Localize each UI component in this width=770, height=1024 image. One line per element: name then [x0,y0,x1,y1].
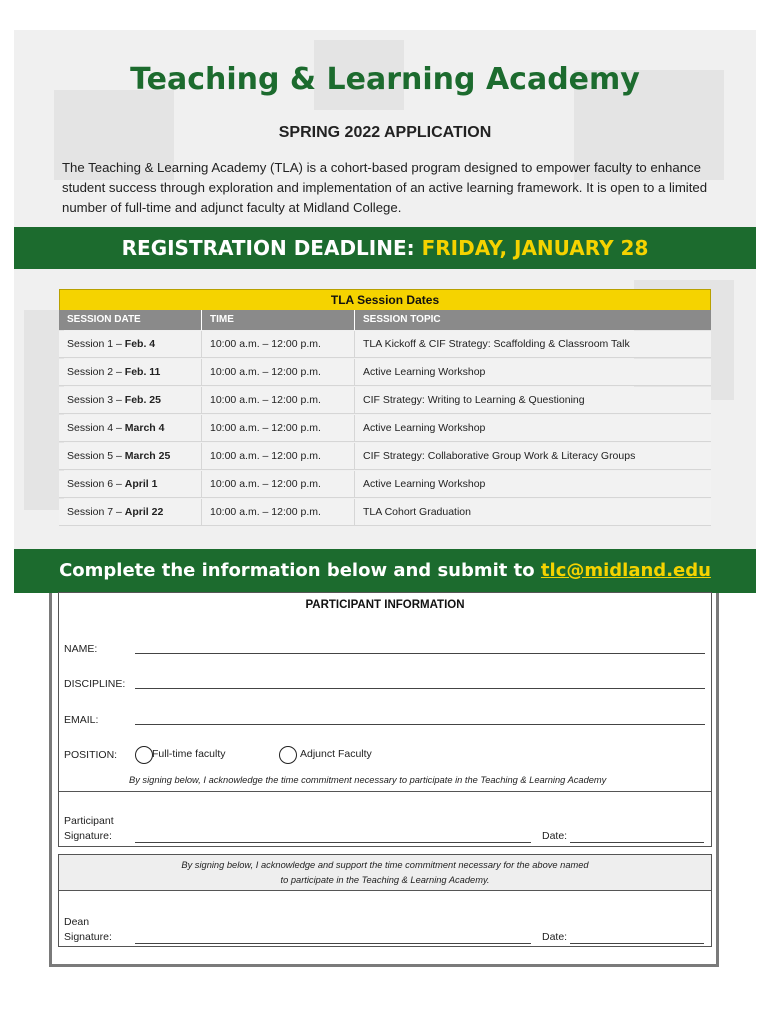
table-row [59,331,711,358]
topic-cell: TLA Cohort Graduation [363,506,471,518]
table-row [59,443,711,470]
session-date-cell: Session 5 – March 25 [59,443,202,469]
participant-date-label: Date: [542,830,568,842]
dean-acknowledgement-line-2: to participate in the Teaching & Learning Academy. [280,875,490,885]
email-field[interactable] [135,724,705,725]
time-cell: 10:00 a.m. – 12:00 p.m. [202,387,355,413]
table-row [59,499,711,526]
email-label: EMAIL: [64,714,99,726]
session-date-cell: Session 6 – April 1 [59,471,202,497]
topic-cell: Active Learning Workshop [363,478,486,490]
dean-approval-section [58,854,712,947]
time-cell: 10:00 a.m. – 12:00 p.m. [202,331,355,357]
dean-acknowledgement-line-1: By signing below, I acknowledge and support the time commitment necessary for the above named [181,860,589,870]
topic-cell: Active Learning Workshop [363,366,486,378]
session-dates-table [59,289,711,526]
session-date-cell: Session 2 – Feb. 11 [59,359,202,385]
table-row [59,387,711,414]
dean-signature-label-2: Signature: [64,931,112,943]
discipline-field[interactable] [135,688,705,689]
table-row [59,471,711,498]
discipline-label: DISCIPLINE: [64,678,126,690]
participant-signature-label-2: Signature: [64,830,112,842]
fulltime-label: Full-time faculty [152,748,226,760]
participant-date-field[interactable] [570,842,704,843]
participant-signature-field[interactable] [135,842,531,843]
section-divider [59,791,711,792]
name-label: NAME: [64,643,98,655]
topic-cell: Active Learning Workshop [363,422,486,434]
submit-text: Complete the information below and submit to [59,560,535,581]
name-field[interactable] [135,653,705,654]
table-header [59,310,711,330]
column-header-time: TIME [202,310,355,330]
time-cell: 10:00 a.m. – 12:00 p.m. [202,499,355,525]
time-cell: 10:00 a.m. – 12:00 p.m. [202,415,355,441]
dean-date-field[interactable] [570,943,704,944]
topic-cell: TLA Kickoff & CIF Strategy: Scaffolding & Classroom Talk [363,338,630,350]
time-cell: 10:00 a.m. – 12:00 p.m. [202,359,355,385]
dean-signature-label-1: Dean [64,916,90,928]
participant-signature-label-1: Participant [64,815,114,827]
session-date-cell: Session 4 – March 4 [59,415,202,441]
participant-acknowledgement: By signing below, I acknowledge the time commitment necessary to participate in the Teaching & Learning Academy [129,775,607,785]
deadline-date: FRIDAY, JANUARY 28 [421,236,649,260]
table-caption: TLA Session Dates [59,289,711,310]
column-header-session-date: SESSION DATE [59,310,202,330]
table-row [59,359,711,386]
session-date-cell: Session 7 – April 22 [59,499,202,525]
intro-paragraph: The Teaching & Learning Academy (TLA) is a cohort-based program designed to empower faculty to enhance student success through exploration and implementation of an active learning framework. It is open to a limited number of full-time and adjunct faculty at Midland College. [62,160,708,215]
dean-acknowledgement-box [59,855,711,891]
participant-info-heading: PARTICIPANT INFORMATION [305,599,465,611]
submit-email-link[interactable]: tlc@midland.edu [540,560,711,581]
time-cell: 10:00 a.m. – 12:00 p.m. [202,471,355,497]
dean-date-label: Date: [542,931,568,943]
position-label: POSITION: [64,749,118,761]
deadline-label: REGISTRATION DEADLINE: [121,236,415,260]
page-title: Teaching & Learning Academy [130,62,640,97]
adjunct-label: Adjunct Faculty [300,748,372,760]
submit-instructions-banner [14,549,756,593]
session-date-cell: Session 3 – Feb. 25 [59,387,202,413]
registration-deadline-banner [14,227,756,269]
column-header-topic: SESSION TOPIC [363,314,441,325]
table-row [59,415,711,442]
topic-cell: CIF Strategy: Writing to Learning & Questioning [363,394,585,406]
fulltime-radio[interactable] [135,746,153,764]
topic-cell: CIF Strategy: Collaborative Group Work & Literacy Groups [363,450,636,462]
time-cell: 10:00 a.m. – 12:00 p.m. [202,443,355,469]
participant-info-section [58,592,712,847]
session-date-cell: Session 1 – Feb. 4 [59,331,202,357]
page-subtitle: SPRING 2022 APPLICATION [278,124,492,141]
adjunct-radio[interactable] [279,746,297,764]
dean-signature-field[interactable] [135,943,531,944]
